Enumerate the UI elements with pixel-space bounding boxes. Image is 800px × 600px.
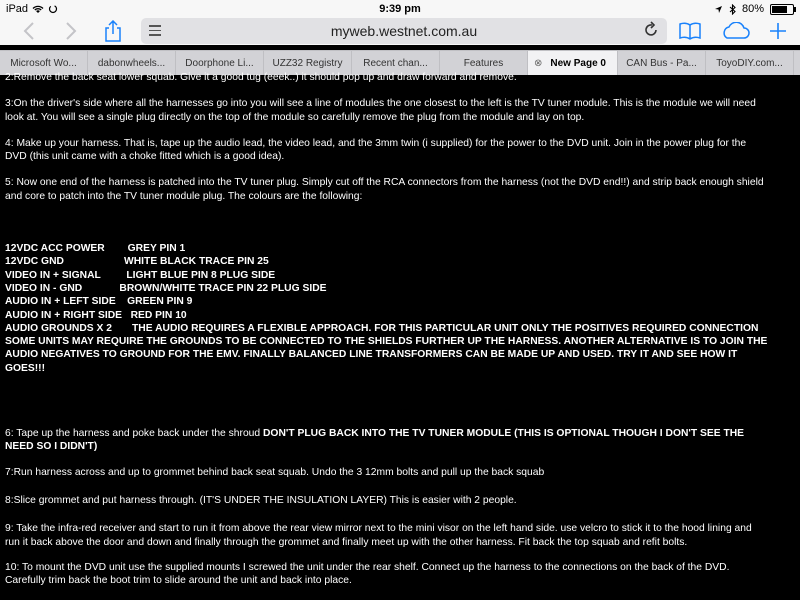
- step-6-line-1: [5, 427, 800, 440]
- step-10-line-1: 10: To mount the DVD unit use the supplied mounts I screwed the unit under the rear shelf. Connect up the harness to the connections on the back of the DVD.: [5, 561, 730, 573]
- chevron-left-icon: [23, 21, 35, 41]
- plus-icon: [769, 22, 787, 40]
- share-button[interactable]: [98, 19, 128, 43]
- share-icon: [104, 20, 122, 42]
- wiring-note-line-3: GOES!!!: [5, 362, 46, 374]
- close-tab-icon[interactable]: ⊗: [534, 57, 543, 69]
- battery-fill: [772, 6, 787, 13]
- tab-label: UZZ32 Registry: [272, 57, 343, 69]
- book-icon: [679, 22, 701, 40]
- page-content: [5, 71, 800, 587]
- back-button[interactable]: [14, 19, 44, 43]
- tab-label: ToyoDIY.com...: [716, 57, 783, 69]
- wiring-note-line-2: AUDIO NEGATIVES TO GROUND FOR THE EMV. FINALLY BALANCED LINE TRANSFORMERS CAN BE MADE UP AND USED. TRY IT AND SEE HOW IT: [5, 349, 738, 361]
- step-9-line-1: 9: Take the infra-red receiver and start to run it from above the rear view mirror next to the mini visor on the left hand side. use velcro to stick it to the hood lining and: [5, 523, 752, 535]
- wiring-row-audio-left: AUDIO IN + LEFT SIDE GREEN PIN 9: [5, 296, 193, 308]
- device-name: iPad: [6, 3, 29, 15]
- step-7: 7:Run harness across and up to grommet behind back seat squab. Undo the 3 12mm bolts and pull up the back squab: [5, 466, 545, 478]
- step-6-text: 6: Tape up the harness and poke back under the shroud: [5, 428, 263, 440]
- step-8: 8:Slice grommet and put harness through. (IT'S UNDER THE INSULATION LAYER) This is easier with 2 people.: [5, 494, 517, 506]
- step-6-warning: DON'T PLUG BACK INTO THE TV TUNER MODULE (THIS IS OPTIONAL THOUGH I DON'T SEE THE: [263, 428, 745, 440]
- new-tab-button[interactable]: [763, 19, 793, 43]
- address-bar[interactable]: [141, 18, 667, 44]
- tab-label: Doorphone Li...: [185, 57, 254, 69]
- url-text[interactable]: myweb.westnet.com.au: [330, 23, 478, 39]
- reload-icon[interactable]: [645, 21, 659, 42]
- step-2: 2:Remove the back seat lower squab. Give it a good tug (eeek..) it should pop up and draw forward and remove.: [5, 72, 517, 83]
- step-5-line-1: 5: Now one end of the harness is patched into the TV tuner plug. Simply cut off the RCA connectors from the harness (not the DVD end!!) and strip back enough shield: [5, 177, 764, 189]
- step-4-line-2: DVD (this unit came with a choke fitted which is a good idea).: [5, 151, 285, 163]
- step-3-line-2: look at. You will see a single plug directly on the top of the module so carefully remove the plug from the module and lay on top.: [5, 111, 585, 123]
- tab-label: Features: [463, 57, 504, 69]
- location-icon: [714, 5, 723, 14]
- battery-percent: 80%: [741, 3, 764, 15]
- wiring-row-audio-grounds: AUDIO GROUNDS X 2 THE AUDIO REQUIRES A FLEXIBLE APPROACH. FOR THIS PARTICULAR UNIT ONLY THE POSITIVES REQUIRED CONNECTION: [5, 322, 759, 334]
- bookmarks-button[interactable]: [675, 19, 705, 43]
- wiring-row-acc: 12VDC ACC POWER GREY PIN 1: [5, 243, 186, 255]
- browser-toolbar: [0, 18, 800, 45]
- wiring-row-gnd: 12VDC GND WHITE BLACK TRACE PIN 25: [5, 256, 269, 268]
- battery-icon: [770, 4, 794, 15]
- step-9-line-2: run it back above the door and down and finally through the grommet and finally meet up with the other harness. Fit back the top squab and refit bolts.: [5, 536, 688, 548]
- wiring-row-audio-right: AUDIO IN + RIGHT SIDE RED PIN 10: [5, 309, 187, 321]
- tab-label: dabonwheels...: [97, 57, 166, 69]
- status-bar: [0, 0, 800, 18]
- status-right: [714, 3, 794, 15]
- step-3-line-1: 3:On the driver's side where all the harnesses go into you will see a line of modules the one closest to the left is the TV tuner module. This is the module we will need: [5, 98, 756, 110]
- chevron-right-icon: [65, 21, 77, 41]
- tab-label: CAN Bus - Pa...: [626, 57, 697, 69]
- wiring-row-video-gnd: VIDEO IN - GND BROWN/WHITE TRACE PIN 22 PLUG SIDE: [5, 282, 327, 294]
- status-time: 9:39 pm: [379, 3, 421, 15]
- tab-label: New Page 0: [550, 57, 606, 69]
- wiring-row-video-signal: VIDEO IN + SIGNAL LIGHT BLUE PIN 8 PLUG SIDE: [5, 269, 276, 281]
- icloud-tabs-button[interactable]: [717, 19, 753, 43]
- tab-label: Microsoft Wo...: [10, 57, 77, 69]
- step-6-line-2: NEED SO I DIDN'T): [5, 441, 98, 453]
- cloud-icon: [720, 22, 750, 40]
- step-10-line-2: Carefully trim back the boot trim to slide around the unit and back into place.: [5, 575, 352, 587]
- step-4-line-1: 4: Make up your harness. That is, tape up the audio lead, the video lead, and the 3mm twin (i supplied) for the power to the DVD unit. Join in the power plug for the: [5, 137, 747, 149]
- tab-label: Recent chan...: [363, 57, 428, 69]
- forward-button[interactable]: [56, 19, 86, 43]
- bluetooth-icon: [729, 4, 736, 15]
- wiring-note-line-1: SOME UNITS MAY REQUIRE THE GROUNDS TO BE CONNECTED TO THE SHIELDS FURTHER UP THE HARNESS. ANOTHER ALTERNATIVE IS TO JOIN THE: [5, 336, 768, 348]
- step-5-line-2: and core to patch into the TV tuner module plug. The colours are the following:: [5, 190, 363, 202]
